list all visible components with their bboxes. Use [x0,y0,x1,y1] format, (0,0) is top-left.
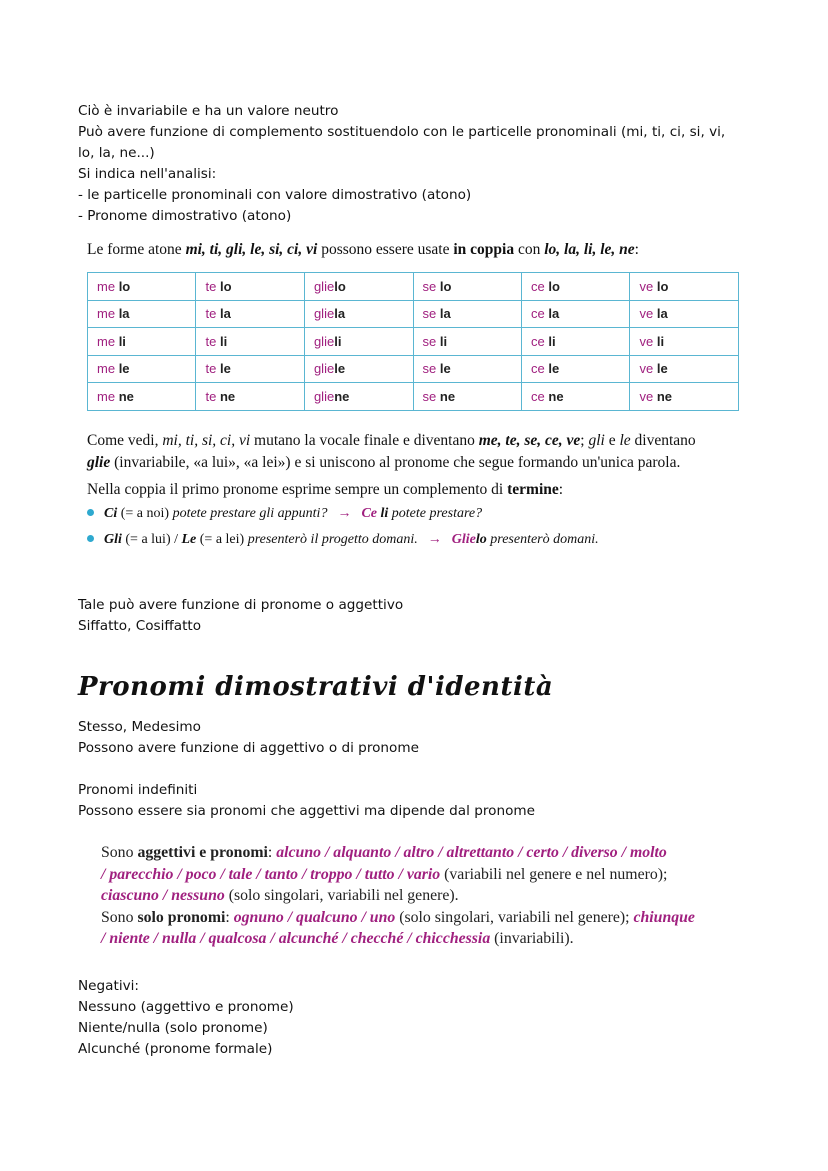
note-line: Possono essere sia pronomi che aggettivi ma dipende dal pronome [78,803,536,819]
bullet-icon [87,509,94,516]
explain-le: le [619,432,631,449]
coppia-termine: termine [507,481,559,498]
box-keywords: chiunque [633,908,695,926]
note-line: lo, la, ne...) [78,145,155,161]
table-cell [196,328,304,356]
pair-second: li [656,333,665,349]
intro-forms2: lo, la, li, le, ne [544,241,635,258]
arrow-right-icon: → [337,506,352,521]
pair-first: ce [531,278,545,294]
note-line: - Pronome dimostrativo (atono) [78,208,292,224]
explain-text: mutano la vocale finale e diventano [250,432,479,449]
pair-first: ve [639,278,654,294]
note-line: Negativi: [78,978,139,994]
pair-second: la [334,306,346,322]
pair-second: lo [219,278,232,294]
pair-second: le [219,361,231,377]
table-cell [196,383,304,411]
note-line: Pronomi indefiniti [78,782,198,798]
coppia-text: Nella coppia il primo pronome esprime sempre un complemento di [87,481,508,498]
intro-text: con [514,241,545,258]
table-cell [88,383,196,411]
pair-first: glie [313,388,335,404]
pair-first: ve [639,306,654,322]
pair-first: te [205,333,217,349]
pair-second: ne [334,388,350,404]
note-line: Siffatto, Cosiffatto [78,618,202,634]
section-heading: Pronomi dimostrativi d'identità [78,672,554,702]
coppia-text: : [558,481,564,498]
bullet-icon [87,535,94,542]
table-cell [413,383,521,411]
table-cell [304,273,413,301]
table-row [88,383,739,411]
box-text: (variabili nel genere e nel numero); [440,865,668,883]
table-cell [196,273,304,301]
ex-text: potete prestare? [388,506,483,521]
table-cell [630,273,739,301]
ex-glie: Glie [451,532,476,547]
intro-text: possono essere usate [317,241,454,258]
explain-text: e [604,432,620,449]
pair-second: ne [656,388,673,404]
explanation [87,430,747,473]
table-cell [88,300,196,328]
pair-second: ne [219,388,236,404]
note-line: Possono avere funzione di aggettivo o di pronome [78,740,419,756]
box-keywords: alcuno / alquanto / altro / altrettanto / certo / diverso / molto [276,844,667,861]
notes-top [78,101,758,227]
pair-second: le [548,361,560,377]
explain-forms: mi, ti, si, ci, vi [162,432,251,449]
ex-text: (= a noi) [117,506,173,521]
explain-text: diventano [630,432,696,449]
box-keywords: ognuno / qualcuno / uno [233,908,396,926]
pair-second: ne [439,388,456,404]
pair-second: la [219,306,231,322]
pair-first: te [205,306,217,322]
note-line: Si indica nell'analisi: [78,166,217,182]
pair-first: glie [313,333,335,349]
pair-first: me [97,361,116,377]
pair-first: ce [531,306,545,322]
intro-coppia: in coppia [453,241,515,258]
box-keywords: ciascuno / nessuno [101,887,225,904]
pair-first: se [422,278,437,294]
pair-second: le [656,361,668,377]
ex-text: (= a lui) / [121,532,182,547]
ex-text: presenterò domani. [486,532,599,547]
pair-first: se [422,333,437,349]
box-text: (solo singolari, variabili nel genere). [224,887,459,904]
note-line: Ciò è invariabile e ha un valore neutro [78,103,339,119]
table-cell [88,355,196,383]
table-cell [630,300,739,328]
box-text: Sono [101,908,138,926]
pair-first: te [205,278,217,294]
example-bullet-2 [87,532,599,548]
table-cell [304,328,413,356]
notes-mid [78,595,403,637]
explain-glie: glie [87,453,111,471]
intro-line [87,241,639,259]
pair-first: me [97,306,116,322]
explain-gli: gli [588,432,605,449]
ex-ci: Ci [104,506,118,521]
pair-first: ce [531,388,545,404]
note-line: Nessuno (aggettivo e pronome) [78,999,294,1015]
pair-second: ne [118,388,134,404]
pair-second: la [118,306,130,322]
pair-first: te [205,361,217,377]
pair-first: se [422,306,437,322]
pair-first: se [422,388,437,404]
explain-text: ; [580,432,589,449]
note-line: Può avere funzione di complemento sostituendolo con le particelle pronominali (mi, ti, ci, si, vi, [78,124,726,140]
ex-li: li [377,506,389,521]
table-cell [413,355,521,383]
table-cell [413,328,521,356]
table-cell [196,355,304,383]
table-cell [304,383,413,411]
pair-second: li [548,333,556,349]
pair-second: ne [548,388,564,404]
note-line: Tale può avere funzione di pronome o aggettivo [78,597,404,613]
ex-ce: Ce [361,506,378,521]
table-cell [630,355,739,383]
pair-first: ce [531,361,545,377]
table-row [88,328,739,356]
pair-second: la [439,306,451,322]
pair-first: me [97,333,116,349]
box-text: (invariabili). [490,930,574,947]
example-bullet-1 [87,506,482,522]
box-text: : [225,908,234,926]
table-cell [196,300,304,328]
table-cell [522,273,630,301]
box-text: : [267,844,277,861]
pair-first: se [422,361,437,377]
pair-second: lo [334,278,346,294]
pair-second: li [439,333,448,349]
pair-second: li [334,333,342,349]
pair-first: ve [639,361,654,377]
ex-text: potete prestare gli appunti? [172,506,328,521]
table-row [88,355,739,383]
pair-first: glie [313,278,335,294]
table-cell [413,273,521,301]
note-line: Niente/nulla (solo pronome) [78,1020,268,1036]
box-text: Sono [101,844,138,861]
table-cell [304,355,413,383]
table-row [88,273,739,301]
note-line: Alcunché (pronome formale) [78,1041,273,1057]
note-line: Stesso, Medesimo [78,719,201,735]
pair-first: ve [639,333,654,349]
note-line: - le particelle pronominali con valore dimostrativo (atono) [78,187,472,203]
explain-forms2: me, te, se, ce, ve [478,432,581,449]
pair-first: glie [313,361,335,377]
box-bold: aggettivi e pronomi [137,844,268,861]
table-cell [88,328,196,356]
box-text: (solo singolari, variabili nel genere); [395,908,634,926]
table-row [88,300,739,328]
table-cell [88,273,196,301]
explain-text: (invariabile, «a lui», «a lei») e si uniscono al pronome che segue formando un'unica parola. [110,453,681,471]
pair-second: lo [439,278,452,294]
notes-bottom [78,976,294,1060]
table-cell [522,355,630,383]
pair-second: lo [548,278,560,294]
ex-gli: Gli [104,532,122,547]
pair-second: le [439,361,451,377]
ex-text: (= a lei) [196,532,248,547]
pair-second: le [334,361,346,377]
ex-text: presenterò il progetto domani. [247,532,418,547]
notes-identity [78,717,535,822]
pair-second: li [219,333,228,349]
pair-second: lo [656,278,669,294]
pair-second: li [118,333,126,349]
pair-second: le [118,361,130,377]
table-cell [522,328,630,356]
table-cell [522,300,630,328]
pair-first: me [97,388,116,404]
ex-lo: lo [475,532,487,547]
table-cell [630,328,739,356]
table-cell [522,383,630,411]
pair-first: te [205,388,217,404]
box-bold: solo pronomi [137,908,226,926]
table-cell [413,300,521,328]
intro-text: : [634,241,639,258]
coppia-line [87,481,563,499]
ex-le: Le [181,532,197,547]
pair-first: ve [639,388,654,404]
explain-text: Come vedi, [87,432,163,449]
arrow-right-icon: → [427,532,442,547]
pair-first: ce [531,333,545,349]
table-cell [304,300,413,328]
intro-text: Le forme atone [87,241,186,258]
pronoun-pairs-table [87,272,739,411]
table-cell [630,383,739,411]
pair-second: la [656,306,668,322]
indefiniti-box [101,842,761,950]
intro-forms: mi, ti, gli, le, si, ci, vi [185,241,318,258]
pair-first: glie [313,306,335,322]
box-keywords: / niente / nulla / qualcosa / alcunché / checché / chicchessia [101,930,491,947]
pair-second: la [548,306,560,322]
pair-first: me [97,278,116,294]
pair-second: lo [118,278,131,294]
box-keywords: / parecchio / poco / tale / tanto / troppo / tutto / vario [101,865,441,883]
